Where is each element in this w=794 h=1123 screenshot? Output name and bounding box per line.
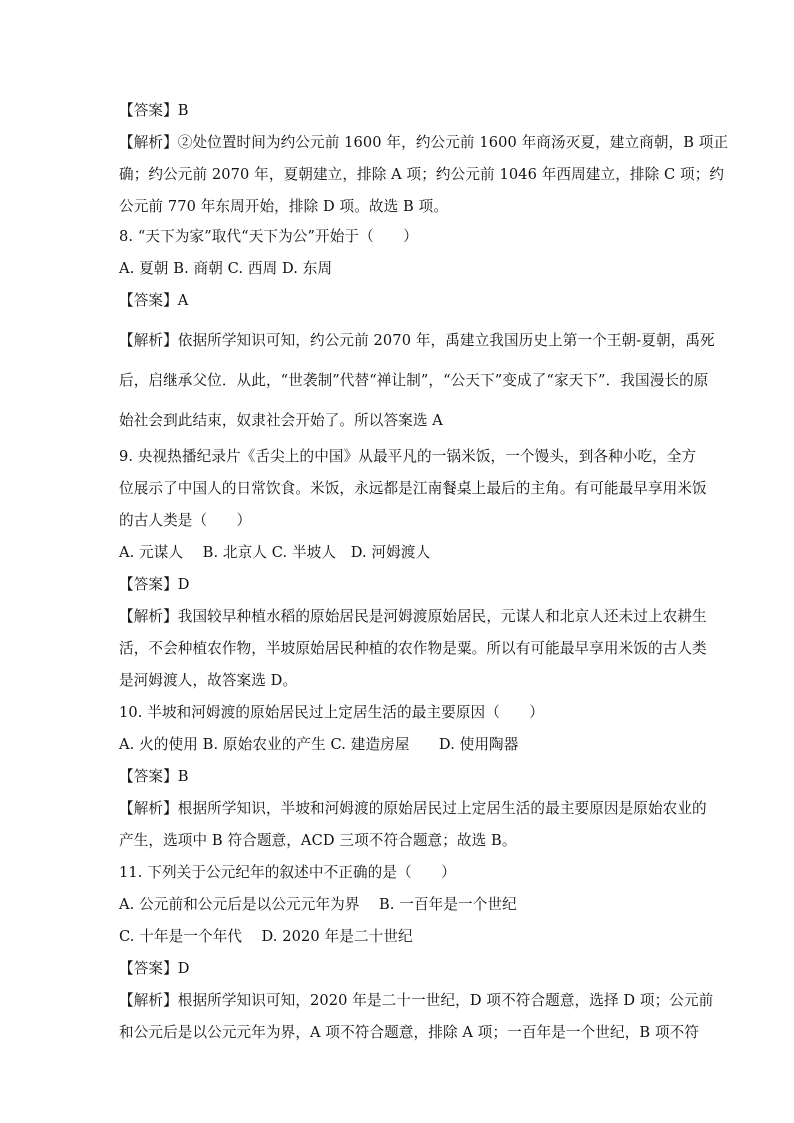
question-9-options: A. 元谋人 B. 北京人 C. 半坡人 D. 河姆渡人 <box>119 544 431 561</box>
analysis-text: 后，启继承父位．从此，“世袭制”代替“禅让制”，“公天下”变成了“家天下”．我国漫长的原 <box>119 372 709 389</box>
question-8: 8. “天下为家”取代“天下为公”开始于（ ） <box>119 228 418 245</box>
question-9: 9. 央视热播纪录片《舌尖上的中国》从最平凡的一锅米饭，一个馒头，到各种小吃，全方 <box>119 448 697 465</box>
analysis-text: 确；约公元前 2070 年，夏朝建立，排除 A 项；约公元前 1046 年西周建立，排除 C 项；约 <box>119 166 725 183</box>
answer-label: 【答案】D <box>119 960 190 977</box>
answer-label: 【答案】B <box>119 768 189 785</box>
question-10: 10. 半坡和河姆渡的原始居民过上定居生活的最主要原因（ ） <box>119 704 544 721</box>
answer-label: 【答案】A <box>119 292 189 309</box>
analysis-text: 公元前 770 年东周开始，排除 D 项。故选 B 项。 <box>119 198 449 215</box>
answer-label: 【答案】D <box>119 576 190 593</box>
question-11: 11. 下列关于公元纪年的叙述中不正确的是（ ） <box>119 864 456 881</box>
question-9: 位展示了中国人的日常饮食。米饭，永远都是江南餐桌上最后的主角。有可能最早享用米饭 <box>119 480 707 497</box>
analysis-text: 产生，选项中 B 符合题意，ACD 三项不符合题意；故选 B。 <box>119 832 517 849</box>
question-8-options: A. 夏朝 B. 商朝 C. 西周 D. 东周 <box>119 260 333 277</box>
analysis-text: 【解析】根据所学知识可知，2020 年是二十一世纪，D 项不符合题意，选择 D 项；公元前 <box>119 992 714 1009</box>
analysis-text: 【解析】依据所学知识可知，约公元前 2070 年，禹建立我国历史上第一个王朝-夏朝，禹死 <box>119 332 715 349</box>
analysis-text: 【解析】我国较早种植水稻的原始居民是河姆渡原始居民，元谋人和北京人还未过上农耕生 <box>119 608 707 625</box>
document-body <box>119 101 729 1043</box>
question-10-options: A. 火的使用 B. 原始农业的产生 C. 建造房屋 D. 使用陶器 <box>119 736 519 753</box>
analysis-text: 活，不会种植农作物，半坡原始居民种植的农作物是粟。所以有可能最早享用米饭的古人类 <box>119 640 707 657</box>
analysis-text: 【解析】根据所学知识，半坡和河姆渡的原始居民过上定居生活的最主要原因是原始农业的 <box>119 800 707 817</box>
analysis-text: 始社会到此结束，奴隶社会开始了。所以答案选 A <box>119 412 443 429</box>
question-11-options: C. 十年是一个年代 D. 2020 年是二十世纪 <box>119 928 413 945</box>
analysis-text: 和公元后是以公元元年为界，A 项不符合题意，排除 A 项；一百年是一个世纪，B 项不符 <box>119 1024 700 1041</box>
answer-label: 【答案】B <box>119 102 189 119</box>
analysis-text: 【解析】②处位置时间为约公元前 1600 年，约公元前 1600 年商汤灭夏，建立商朝，B 项正 <box>119 134 729 151</box>
analysis-text: 是河姆渡人，故答案选 D。 <box>119 672 298 689</box>
question-11-options: A. 公元前和公元后是以公元元年为界 B. 一百年是一个世纪 <box>119 896 517 913</box>
question-9: 的古人类是（ ） <box>119 512 252 529</box>
